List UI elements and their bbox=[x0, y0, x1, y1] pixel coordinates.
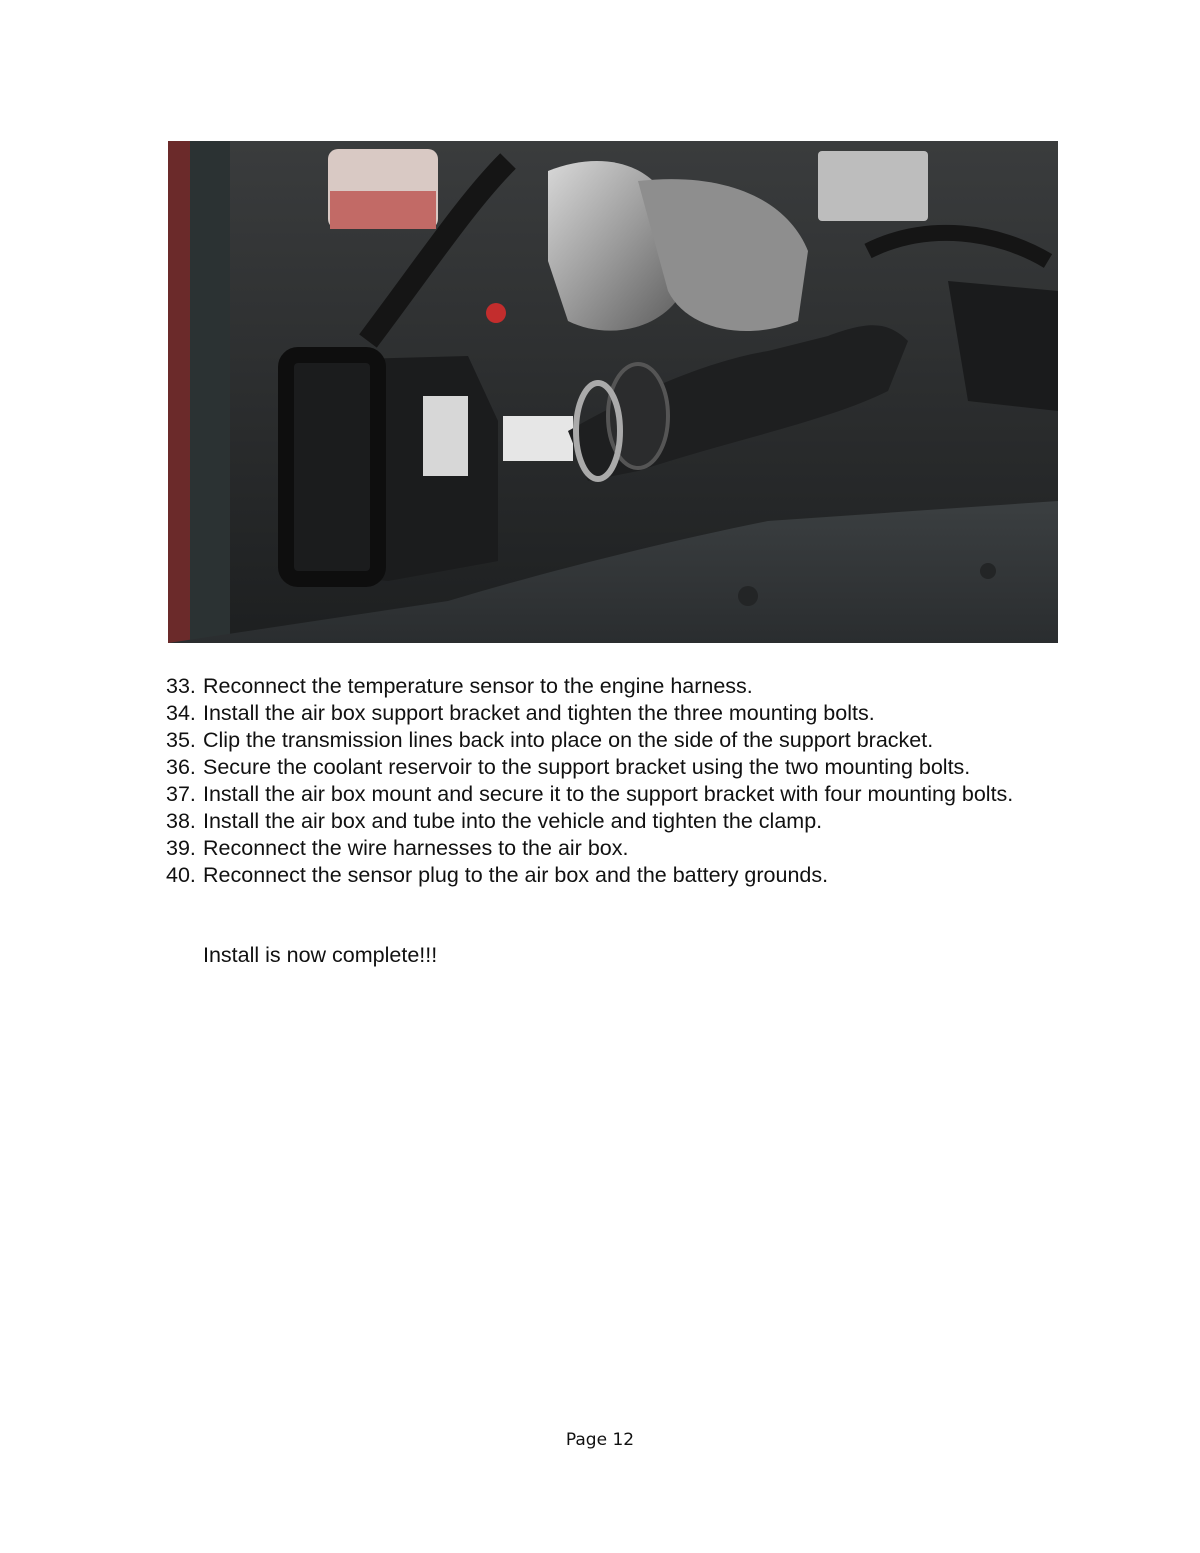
engine-bay-photo bbox=[168, 141, 1058, 643]
completion-message: Install is now complete!!! bbox=[203, 943, 438, 967]
step-number: 36. bbox=[166, 755, 196, 779]
step-item bbox=[166, 700, 1066, 727]
instruction-steps bbox=[166, 673, 1066, 889]
step-number: 39. bbox=[166, 836, 196, 860]
step-text: Install the air box support bracket and tighten the three mounting bolts. bbox=[203, 701, 875, 725]
step-number: 38. bbox=[166, 809, 196, 833]
step-text: Reconnect the sensor plug to the air box and the battery grounds. bbox=[203, 863, 829, 887]
step-item bbox=[166, 727, 1066, 754]
step-number: 33. bbox=[166, 674, 196, 698]
step-text: Install the air box mount and secure it to the support bracket with four mounting bolts. bbox=[203, 782, 1014, 806]
engine-bay-illustration bbox=[168, 141, 1058, 643]
step-text: Reconnect the wire harnesses to the air box. bbox=[203, 836, 629, 860]
step-number: 35. bbox=[166, 728, 196, 752]
step-item bbox=[166, 862, 1066, 889]
step-text: Reconnect the temperature sensor to the engine harness. bbox=[203, 674, 753, 698]
step-item bbox=[166, 673, 1066, 700]
step-item bbox=[166, 808, 1066, 835]
step-text: Secure the coolant reservoir to the support bracket using the two mounting bolts. bbox=[203, 755, 971, 779]
page-number: Page 12 bbox=[565, 1430, 635, 1450]
step-number: 37. bbox=[166, 782, 196, 806]
step-text: Install the air box and tube into the vehicle and tighten the clamp. bbox=[203, 809, 823, 833]
step-item bbox=[166, 781, 1066, 808]
step-number: 40. bbox=[166, 863, 196, 887]
step-item bbox=[166, 754, 1066, 781]
step-number: 34. bbox=[166, 701, 196, 725]
step-text: Clip the transmission lines back into place on the side of the support bracket. bbox=[203, 728, 934, 752]
step-item bbox=[166, 835, 1066, 862]
